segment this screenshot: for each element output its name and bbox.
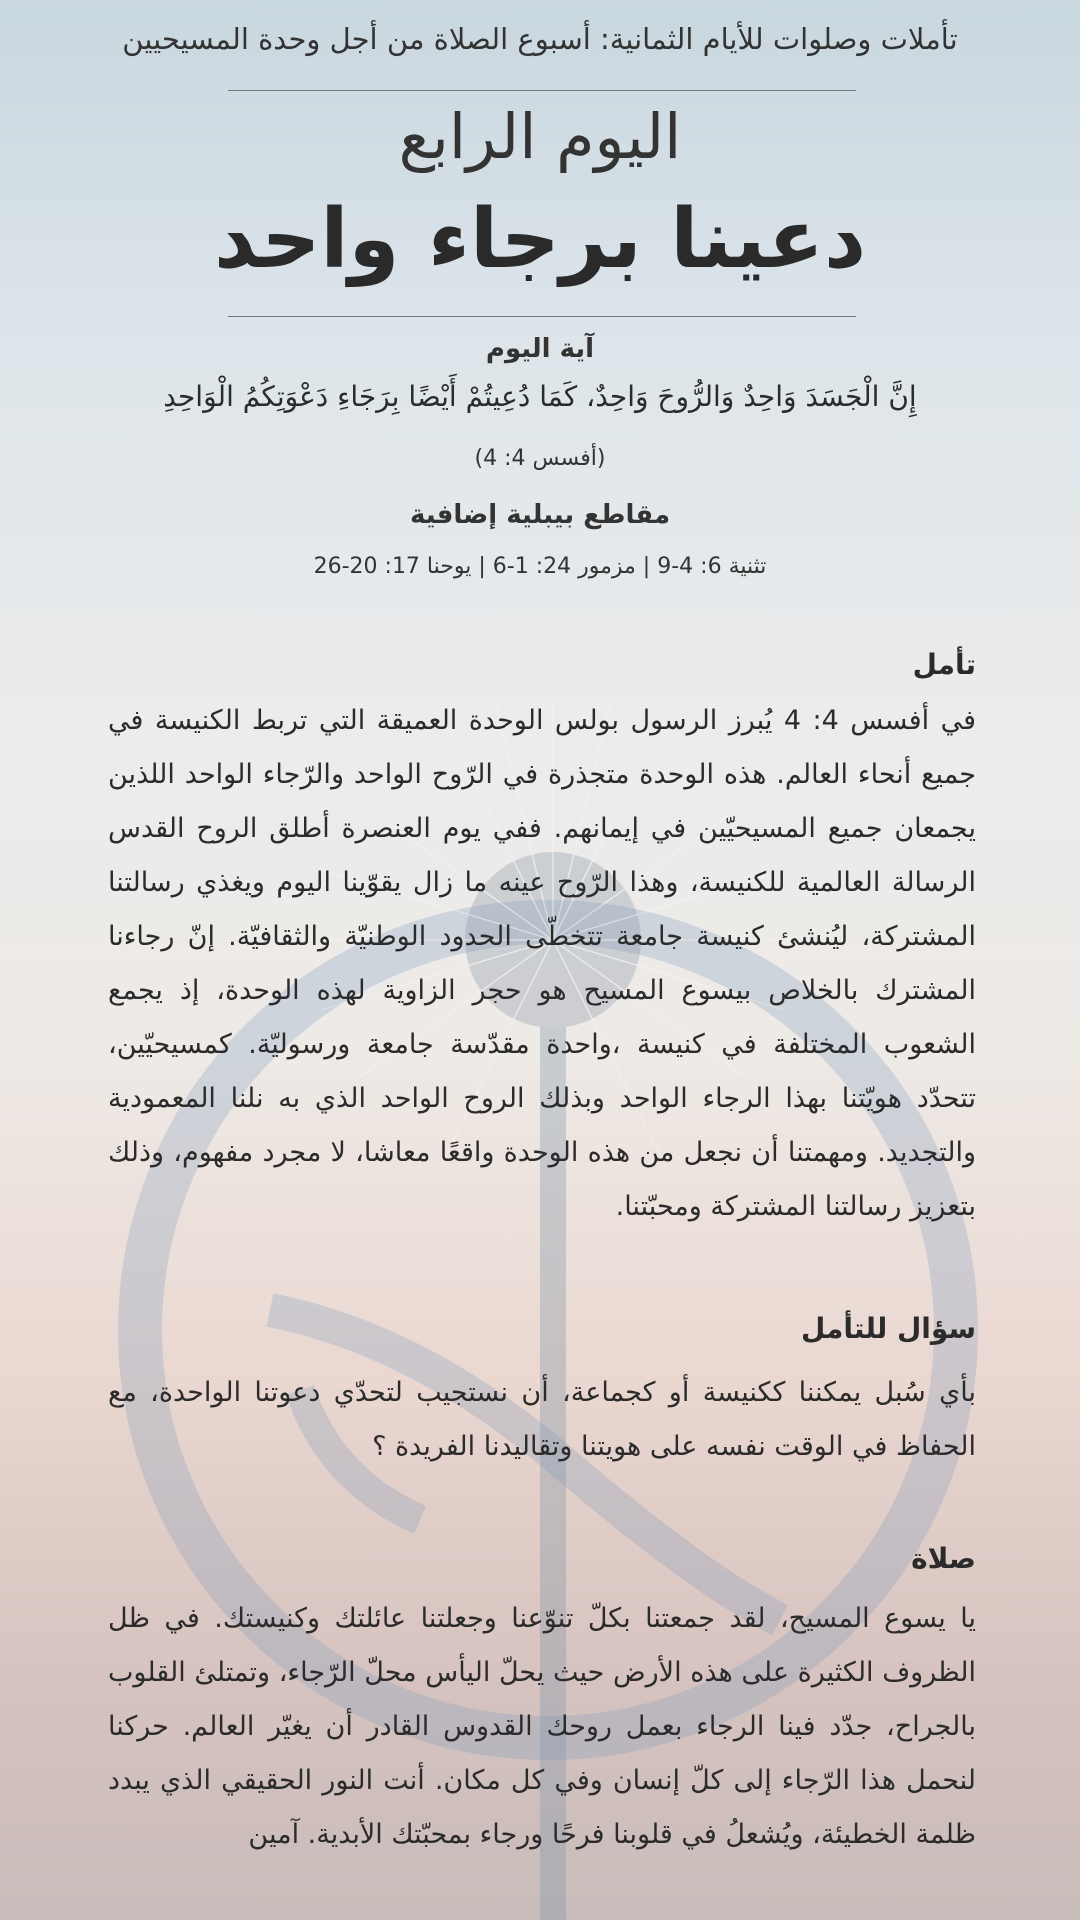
top-divider <box>228 90 856 91</box>
reflection-heading: تأمل <box>912 648 976 681</box>
extra-passages-text: تثنية 6: 4-9 | مزمور 24: 1-6 | يوحنا 17: 20-26 <box>313 554 767 579</box>
day-label: اليوم الرابع <box>398 100 682 173</box>
title-divider <box>228 316 856 317</box>
verse-text: إِنَّ الْجَسَدَ وَاحِدٌ وَالرُّوحَ وَاحِدٌ، كَمَا دُعِيتُمْ أَيْضًا بِرَجَاءِ دَعْوَتِكُمُ الْوَاحِدِ <box>163 380 917 413</box>
series-title: تأملات وصلوات للأيام الثمانية: أسبوع الصلاة من أجل وحدة المسيحيين <box>122 22 958 56</box>
extra-passages-heading: مقاطع بيبلية إضافية <box>409 500 671 530</box>
reflection-text: في أفسس 4: 4 يُبرز الرسول بولس الوحدة العميقة التي تربط الكنيسة في جميع أنحاء العالم. هذه الوحدة متجذرة في الرّوح الواحد والرّجاء الواحد اللذين يجمعان جميع المسيحيّين في إيمانهم. ففي يوم العنصرة أطلق الروح القدس الرسالة العالمية للكنيسة، وهذا الرّوح عينه ما زال يقوّينا اليوم ويغذي رسالتنا المشتركة، ليُنشئ كنيسة جامعة تتخطّى الحدود الوطنيّة والثقافيّة. إنّ رجاءنا المشترك بالخلاص بيسوع المسيح هو حجر الزاوية لهذه الوحدة، إذ يجمع الشعوب المختلفة في كنيسة ،واحدة مقدّسة جامعة ورسوليّة. كمسيحيّين، تتحدّد هويّتنا بهذا الرجاء الواحد وبذلك الروح الواحد الذي به نلنا المعمودية والتجديد. ومهمتنا أن نجعل من هذه الوحدة واقعًا معاشا، لا مجرد مفهوم، وذلك بتعزيز رسالتنا المشتركة ومحبّتنا. <box>108 705 976 1222</box>
verse-heading: آية اليوم <box>485 334 595 364</box>
question-heading: سؤال للتأمل <box>801 1312 976 1345</box>
verse-reference: (أفسس 4: 4) <box>474 446 606 471</box>
page-title: دعينا برجاء واحد <box>213 192 867 287</box>
prayer-text: يا يسوع المسيح، لقد جمعتنا بكلّ تنوّعنا وجعلتنا عائلتك وكنيستك. في ظل الظروف الكثيرة على هذه الأرض حيث يحلّ اليأس محلّ الرّجاء، وتمتلئ القلوب بالجراح، جدّد فينا الرجاء بعمل روحك القدوس القادر أن يغيّر العالم. حركنا لنحمل هذا الرّجاء إلى كلّ إنسان وفي كل مكان. أنت النور الحقيقي الذي يبدد ظلمة الخطيئة، ويُشعلُ في قلوبنا فرحًا ورجاء بمحبّتك الأبدية. آمين <box>108 1603 976 1850</box>
question-text: بأي سُبل يمكننا ككنيسة أو كجماعة، أن نستجيب لتحدّي دعوتنا الواحدة، مع الحفاظ في الوقت نفسه على هويتنا وتقاليدنا الفريدة ؟ <box>108 1377 976 1462</box>
prayer-heading: صلاة <box>911 1542 976 1575</box>
